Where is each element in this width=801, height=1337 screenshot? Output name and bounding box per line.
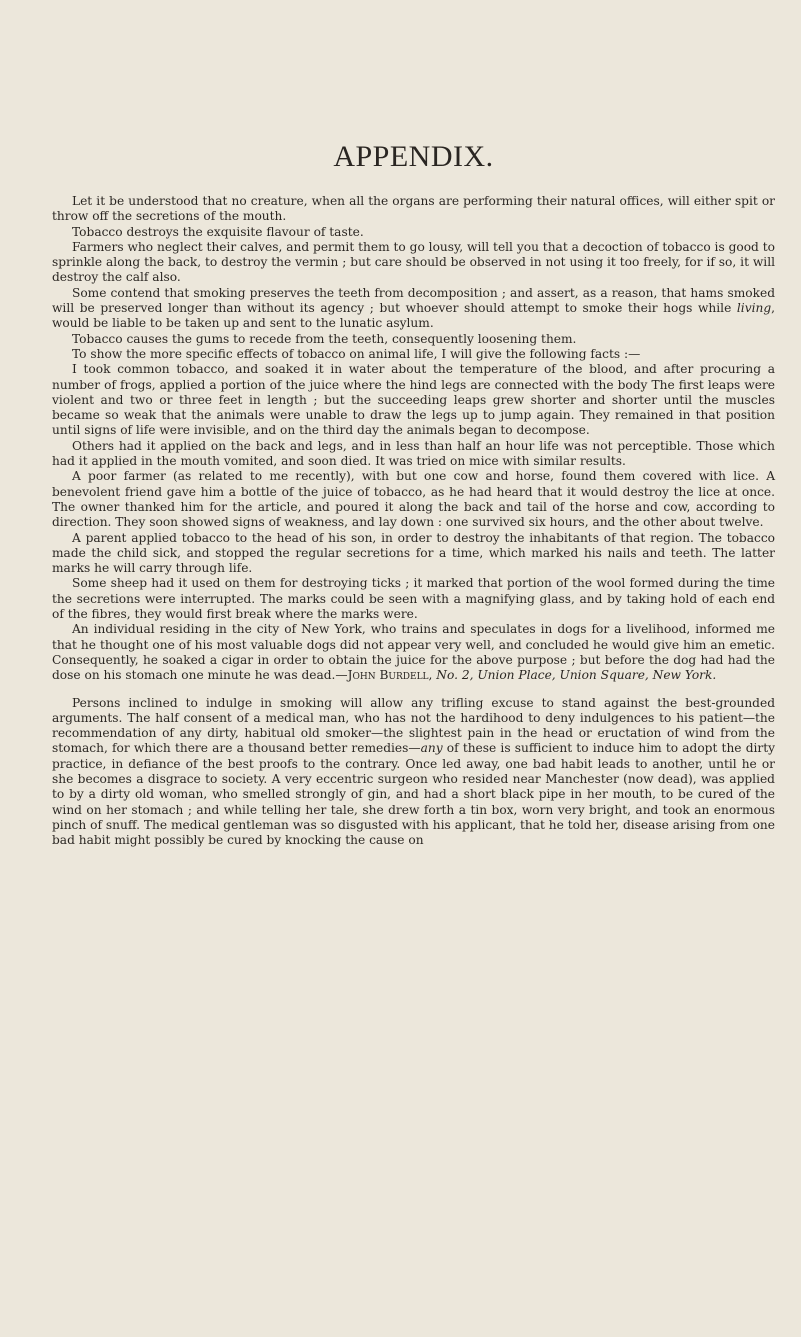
text-run: Some contend that smoking preserves the teeth from decomposition ; and assert, as a reason, that hams smoked will be preserved longer than without its agency ; but whoever should attempt to smoke their hogs while	[52, 285, 775, 316]
paragraph: To show the more specific effects of tobacco on animal life, I will give the following facts :—	[72, 346, 641, 361]
text-run: ,	[428, 668, 437, 683]
section-gap	[52, 684, 775, 696]
text-run: , would be liable to be taken up and sent to the lunatic asylum.	[52, 301, 776, 331]
page-body	[52, 194, 775, 848]
paragraph: Let it be understood that no creature, when all the organs are performing their natural offices, will either spit or throw off the secretions of the mouth.	[52, 194, 775, 224]
author-address: No. 2, Union Place, Union Square, New York.	[436, 668, 717, 683]
text-run: Persons inclined to indulge in smoking will allow any trifling excuse to stand against the best-grounded arguments. The half consent of a medical man, who has not the hardihood to deny indulgences to his patient—the recommendation of any dirty, habitual old smoker—the slightest pain in the head or eructation of wind from the stomach, for which there are a thousand better remedies—	[52, 695, 775, 756]
italic-word: any	[420, 741, 443, 756]
paragraph: Some sheep had it used on them for destroying ticks ; it marked that portion of the wool formed during the time the secretions were interrupted. The marks could be seen with a magnifying glass, and by taking hold of each end of the fibres, they would first break where the marks were.	[52, 576, 775, 622]
paragraph: Tobacco destroys the exquisite flavour of taste.	[72, 224, 364, 239]
paragraph	[52, 696, 775, 849]
page-title: APPENDIX.	[333, 140, 494, 173]
paragraph: Farmers who neglect their calves, and permit them to go lousy, will tell you that a decoction of tobacco is good to sprinkle along the back, to destroy the vermin ; but care should be observed in not using it too freely, for if so, it will destroy the calf also.	[52, 239, 775, 285]
paragraph: A poor farmer (as related to me recently), with but one cow and horse, found them covered with lice. A benevolent friend gave him a bottle of the juice of tobacco, as he had heard that it would destroy the lice at once. The owner thanked him for the article, and poured it along the back and tail of the horse and cow, according to direction. They soon showed signs of weakness, and lay down : one survived six hours, and the other about twelve.	[52, 469, 775, 530]
paragraph	[52, 622, 775, 683]
paragraph: Others had it applied on the back and legs, and in less than half an hour life was not perceptible. Those which had it applied in the mouth vomited, and soon died. It was tried on mice with similar results.	[52, 438, 775, 469]
paragraph: Tobacco causes the gums to recede from the teeth, consequently loosening them.	[72, 331, 577, 346]
author-name: John Burdell	[347, 668, 429, 683]
paragraph: A parent applied tobacco to the head of his son, in order to destroy the inhabitants of that region. The tobacco made the child sick, and stopped the regular secretions for a time, which marked his nails and teeth. The latter marks he will carry through life.	[52, 530, 775, 576]
text-run: of these is sufficient to induce him to adopt the dirty practice, in defiance of the best proofs to the contrary. Once led away, one bad habit leads to another, until he or she becomes a disgrace to society. A very eccentric surgeon who resided near Manchester (now dead), was applied to by a dirty old woman, who smelled strongly of gin, and had a short black pipe in her mouth, to be cured of the wind on her stomach ; and while telling her tale, she drew forth a tin box, worn very bright, and took an enormous pinch of snuff. The medical gentleman was so disgusted with his applicant, that he told her, disease arising from one bad habit might possibly be cured by knocking the cause on	[52, 741, 775, 848]
paragraph	[52, 286, 775, 332]
italic-word: living	[736, 301, 772, 316]
text-run: An individual residing in the city of New York, who trains and speculates in dogs for a livelihood, informed me that he thought one of his most valuable dogs did not appear very well, and concluded he would give him an emetic. Consequently, he soaked a cigar in order to obtain the juice for the above purpose ; but before the dog had had the dose on his stomach one minute he was dead.—	[52, 622, 775, 683]
paragraph: I took common tobacco, and soaked it in water about the temperature of the blood, and after procuring a number of frogs, applied a portion of the juice where the hind legs are connected with the body The first leaps were violent and two or three feet in length ; but the succeeding leaps grew shorter and shorter until the muscles became so weak that the animals were unable to draw the legs up to jump again. They remained in that position until signs of life were invisible, and on the third day the animals began to decompose.	[52, 362, 775, 438]
